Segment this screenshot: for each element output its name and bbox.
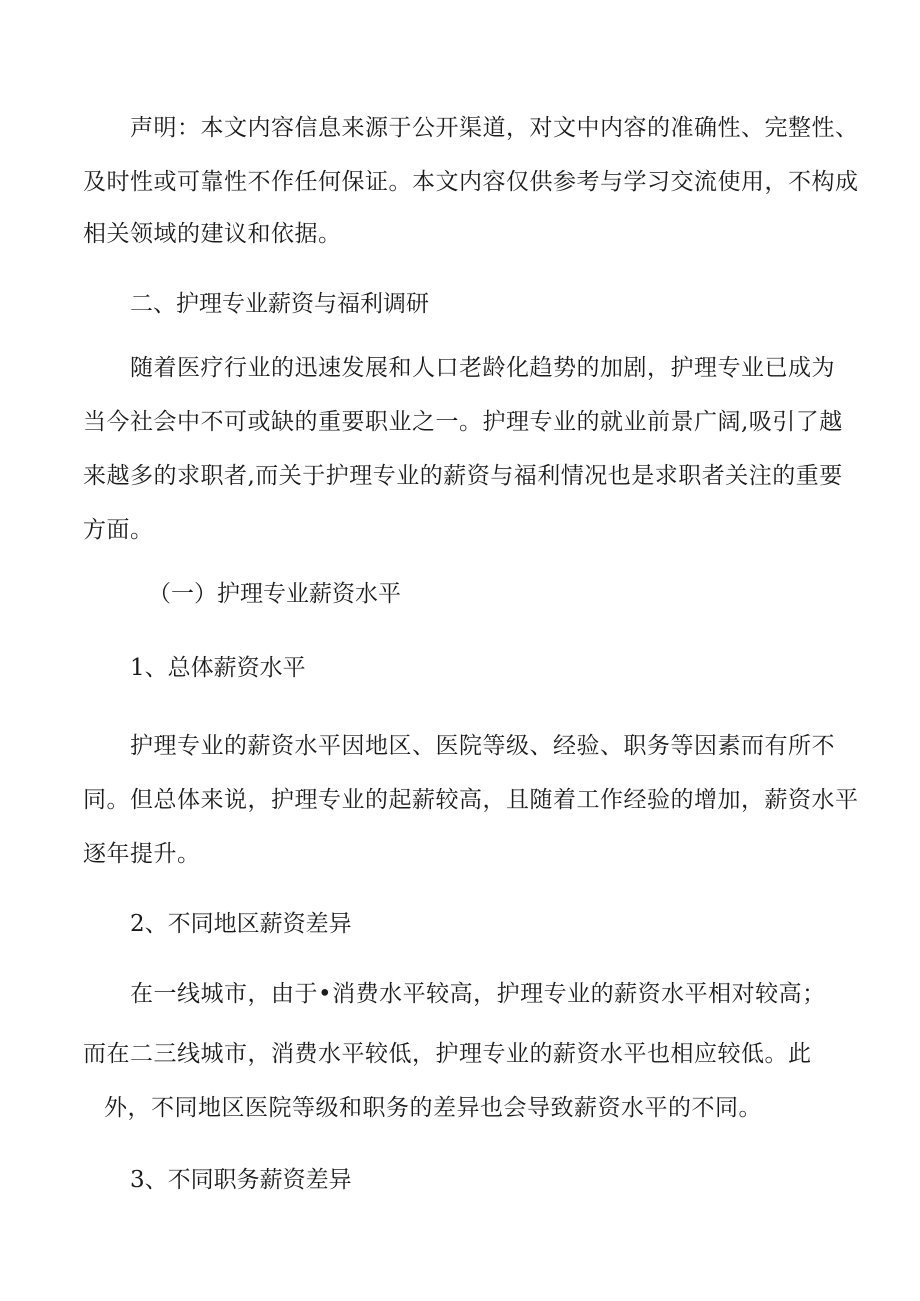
intro-line-3: 来越多的求职者,而关于护理专业的薪资与福利情况也是求职者关注的重要 [83,463,843,489]
item-2-line-1: 在一线城市，由于•消费水平较高，护理专业的薪资水平相对较高； [130,981,826,1007]
disclaimer-line-2: 及时性或可靠性不作任何保证。本文内容仅供参考与学习交流使用，不构成 [83,169,859,195]
section-heading: 二、护理专业薪资与福利调研 [130,291,429,317]
item-1-heading: 1、总体薪资水平 [130,655,306,681]
intro-line-1: 随着医疗行业的迅速发展和人口老龄化趋势的加剧，护理专业已成为 [130,355,835,381]
disclaimer-line-1: 声明：本文内容信息来源于公开渠道，对文中内容的准确性、完整性、 [130,115,859,141]
intro-line-4: 方面。 [83,517,154,543]
item-1-line-3: 逐年提升。 [83,841,201,867]
item-2-line-3: 外，不同地区医院等级和职务的差异也会导致薪资水平的不同。 [104,1095,762,1121]
subsection-heading: （一）护理专业薪资水平 [148,581,401,607]
item-2-heading: 2、不同地区薪资差异 [130,911,352,937]
item-1-line-1: 护理专业的薪资水平因地区、医院等级、经验、职务等因素而有所不 [130,733,835,759]
disclaimer-line-3: 相关领域的建议和依据。 [83,221,342,247]
intro-line-2: 当今社会中不可或缺的重要职业之一。护理专业的就业前景广阔,吸引了越 [83,409,843,435]
item-2-line-2: 而在二三线城市，消费水平较低，护理专业的薪资水平也相应较低。此 [83,1041,812,1067]
item-3-heading: 3、不同职务薪资差异 [130,1167,352,1193]
item-1-line-2: 同。但总体来说，护理专业的起薪较高，且随着工作经验的增加，薪资水平 [83,787,859,813]
